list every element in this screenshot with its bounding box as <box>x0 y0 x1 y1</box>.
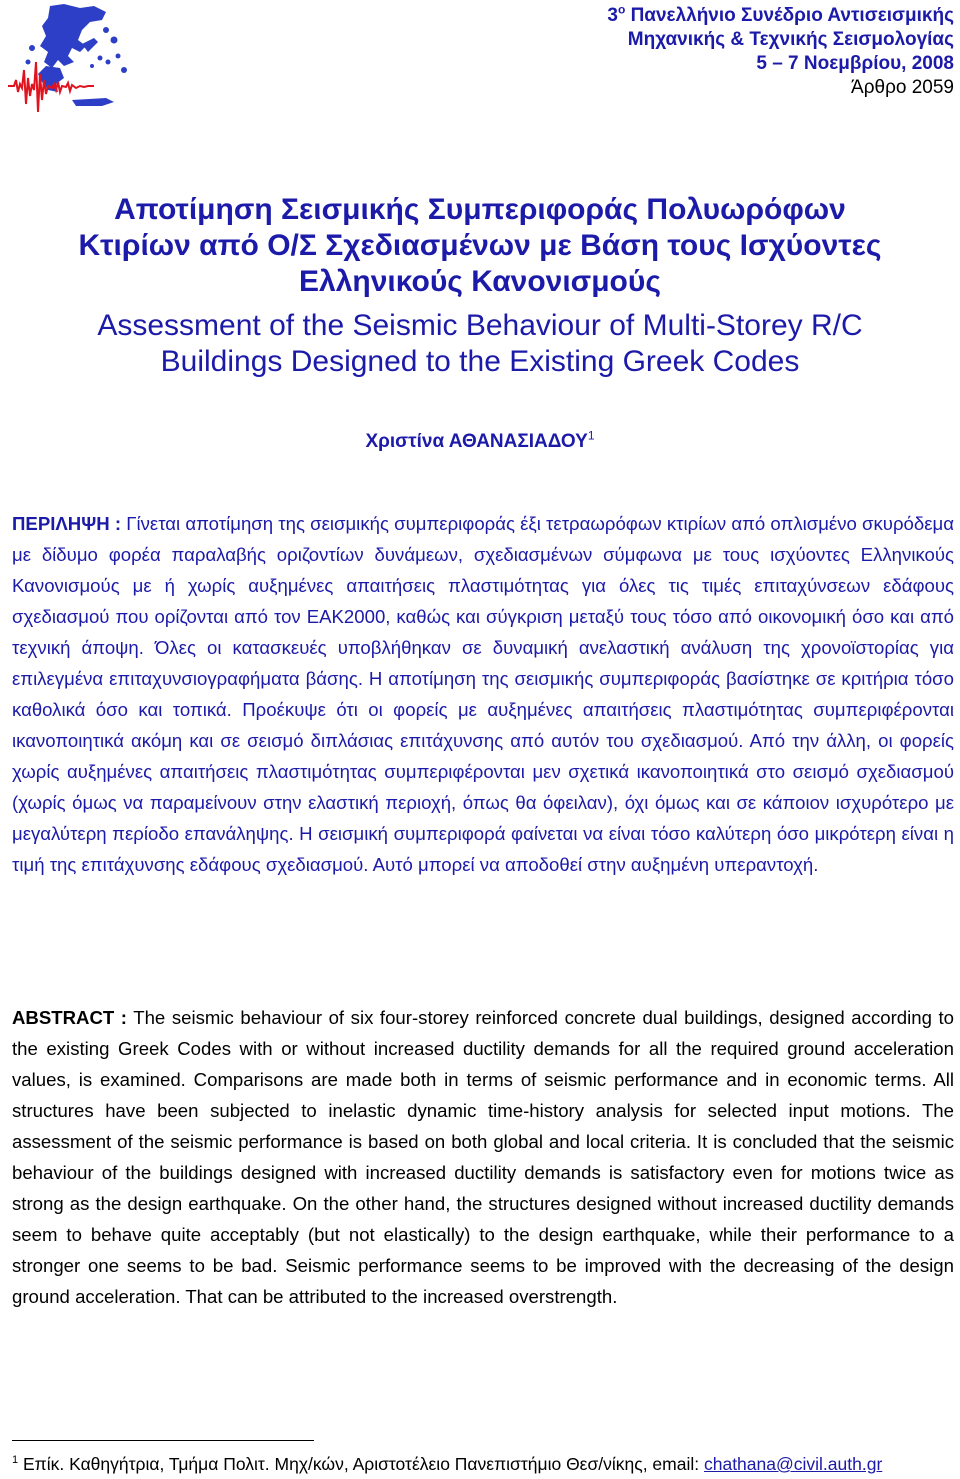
title-greek-line: Αποτίμηση Σεισμικής Συμπεριφοράς Πολυωρόφων <box>114 193 846 226</box>
greece-map-seismogram-icon <box>2 0 152 125</box>
title-english-line: Assessment of the Seismic Behaviour of Multi-Storey R/C <box>97 309 863 342</box>
author-footnote-mark: 1 <box>587 428 595 443</box>
conference-header <box>607 4 954 100</box>
footnote <box>12 1447 960 1477</box>
conference-title-line1: $3^o$ Πανελλήνιο Συνέδριο Αντισεισμικής <box>607 2 954 26</box>
abstract-text: The seismic behaviour of six four-storey reinforced concrete dual buildings, designed according to the existing Greek Codes with or without increased ductility demands for all the required ground acceleration values, is examined. Comparisons are made both in terms of seismic performance and in economic terms. All structures have been subjected to inelastic dynamic time-history analysis for selected input motions. The assessment of the seismic performance is based on both global and local criteria. It is concluded that the seismic behaviour of the buildings designed with increased ductility demands is satisfactory even for motions twice as strong as the design earthquake. On the other hand, the structures designed without increased ductility demands seem to behave quite acceptably (but not elastically) to the design earthquake, while their performance to a stronger one seems to be bad. Seismic performance seems to be improved with the decreasing of the design ground acceleration. That can be attributed to the increased overstrength. <box>12 1007 954 1307</box>
summary-label: ΠΕΡΙΛΗΨΗ : <box>12 513 122 534</box>
conference-title-line2: Μηχανικής & Τεχνικής Σεισμολογίας <box>627 29 954 50</box>
article-number: Άρθρο 2059 <box>851 77 954 98</box>
title-greek <box>0 192 960 300</box>
footnote-divider <box>12 1440 314 1441</box>
title-english <box>0 308 960 380</box>
author <box>0 430 960 454</box>
title-english-line: Buildings Designed to the Existing Greek Codes <box>160 345 800 378</box>
author-email-link[interactable]: chathana@civil.auth.gr <box>703 1453 883 1474</box>
abstract-label: ABSTRACT : <box>12 1007 128 1028</box>
title-greek-line: Ελληνικούς Κανονισμούς <box>299 265 661 298</box>
conference-dates: 5 – 7 Νοεμβρίου, 2008 <box>756 53 954 74</box>
title-greek-line: Κτιρίων από Ο/Σ Σχεδιασμένων με Βάση τους Ισχύοντες <box>78 229 882 262</box>
ordinal-superscript: ο <box>617 2 626 17</box>
author-name: Χριστίνα ΑΘΑΝΑΣΙΑΔΟΥ <box>365 431 588 452</box>
abstract-english <box>12 1002 954 1312</box>
footnote-mark: 1 <box>12 1454 19 1466</box>
summary-text: Γίνεται αποτίμηση της σεισμικής συμπεριφοράς έξι τετραωρόφων κτιρίων από οπλισμένο σκυρόδεμα με δίδυμο φορέα παραλαβής οριζοντίων δυνάμεων, σχεδιασμένων σύμφωνα με τους ισχύοντες Ελληνικούς Κανονισμούς με ή χωρίς αυξημένες απαιτήσεις πλαστιμότητας για όλες τις τιμές επιταχύνσεων εδάφους σχεδιασμού που ορίζονται από τον ΕΑΚ2000, καθώς και σύγκριση μεταξύ τους τόσο από οικονομική όσο και από τεχνική άποψη. Όλες οι κατασκευές υποβλήθηκαν σε δυναμική ανελαστική ανάλυση της χρονοϊστορίας για επιλεγμένα επιταχυνσιογραφήματα βάσης. Η αποτίμηση της σεισμικής συμπεριφοράς βασίστηκε σε κριτήρια τόσο καθολικά όσο και τοπικά. Προέκυψε ότι οι φορείς με αυξημένες απαιτήσεις πλαστιμότητας συμπεριφέρονται ικανοποιητικά ακόμη και σε σεισμό διπλάσιας επιτάχυνσης από αυτόν του σχεδιασμού. Από την άλλη, οι φορείς χωρίς αυξημένες απαιτήσεις πλαστιμότητας συμπεριφέρονται μεν σχετικά ικανοποιητικά στο σεισμό σχεδιασμού (χωρίς όμως να παραμείνουν στην ελαστική περιοχή, όπως θα όφειλαν), όχι όμως και σε κάποιον ισχυρότερο με μεγαλύτερη περίοδο επανάληψης. Η σεισμική συμπεριφορά φαίνεται να είναι τόσο καλύτερη όσο μικρότερη είναι η τιμή της επιτάχυνσης εδάφους σχεδιασμού. Αυτό μπορεί να αποδοθεί στην αυξημένη υπεραντοχή. <box>12 513 955 875</box>
summary-greek <box>12 508 954 880</box>
footnote-text: Επίκ. Καθηγήτρια, Τμήμα Πολιτ. Μηχ/κών, Αριστοτέλειο Πανεπιστήμιο Θεσ/νίκης, email: <box>23 1453 704 1474</box>
